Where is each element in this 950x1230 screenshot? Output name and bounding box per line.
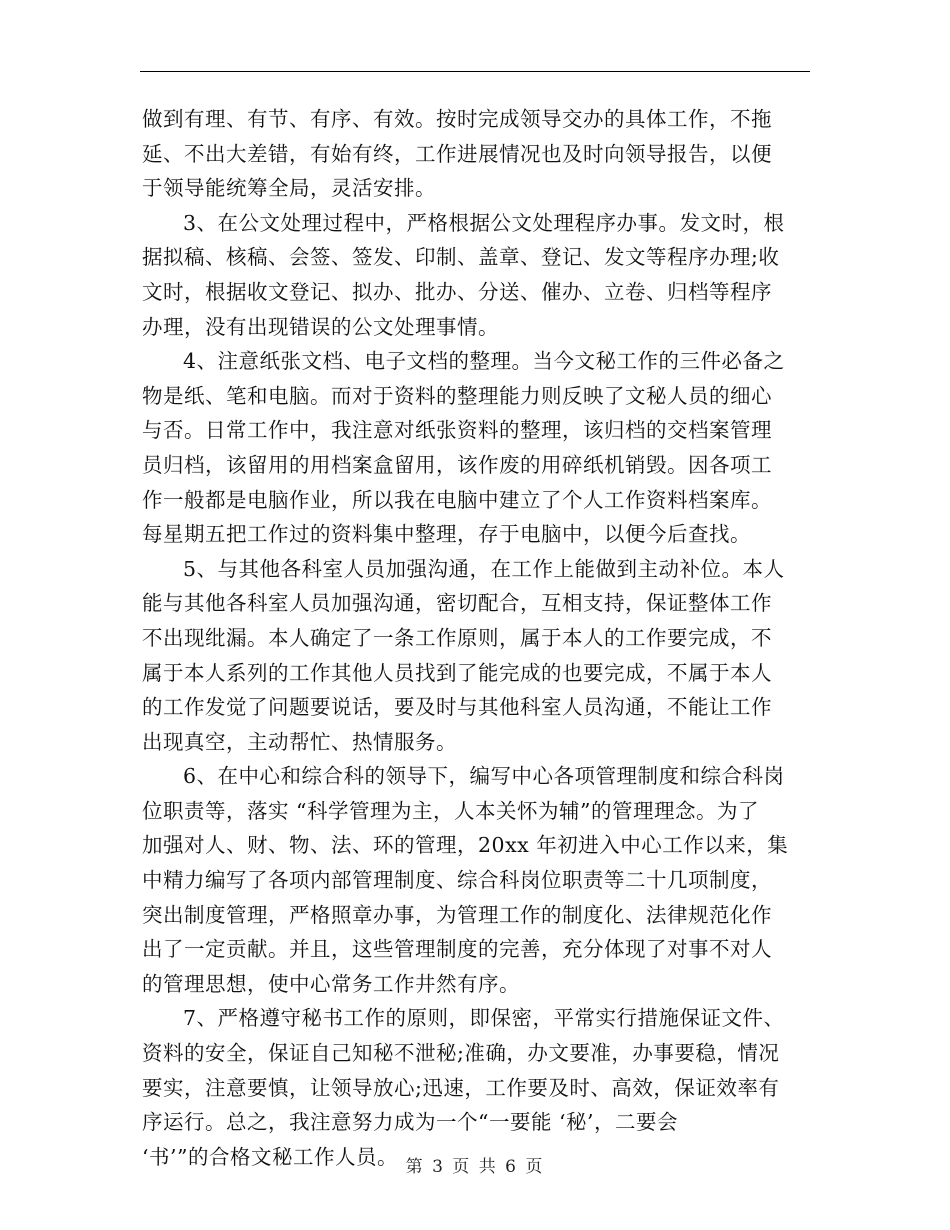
body-line: 中精力编写了各项内部管理制度、综合科岗位职责等二十几项制度， <box>142 868 772 893</box>
body-line: 作一般都是电脑作业，所以我在电脑中建立了个人工作资料档案库。 <box>142 487 772 512</box>
body-line: 要实，注意要慎，让领导放心;迅速，工作要及时、高效，保证效率有 <box>142 1075 780 1100</box>
body-line: ‘书’”的合格文秘工作人员。 <box>142 1144 399 1169</box>
body-line: 据拟稿、核稿、会签、签发、印制、盖章、登记、发文等程序办理;收 <box>142 245 780 270</box>
page-number-footer: 第 3 页 共 6 页 <box>405 1157 545 1177</box>
body-line: 6、在中心和综合科的领导下，编写中心各项管理制度和综合科岗 <box>183 764 785 789</box>
body-line: 出现真空，主动帮忙、热情服务。 <box>142 729 457 754</box>
body-line: 资料的安全，保证自己知秘不泄秘;准确，办文要准，办事要稳，情况 <box>142 1041 780 1066</box>
body-line: 出了一定贡献。并且，这些管理制度的完善，充分体现了对事不对人 <box>142 937 772 962</box>
body-line: 7、严格遵守秘书工作的原则，即保密，平常实行措施保证文件、 <box>183 1006 785 1031</box>
body-line: 办理，没有出现错误的公文处理事情。 <box>142 314 499 339</box>
body-line: 属于本人系列的工作其他人员找到了能完成的也要完成，不属于本人 <box>142 660 772 685</box>
body-line: 突出制度管理，严格照章办事，为管理工作的制度化、法律规范化作 <box>142 902 772 927</box>
body-line: 能与其他各科室人员加强沟通，密切配合，互相支持，保证整体工作 <box>142 591 772 616</box>
body-line: 每星期五把工作过的资料集中整理，存于电脑中，以便今后查找。 <box>142 522 751 547</box>
body-line: 的管理思想，使中心常务工作井然有序。 <box>142 971 520 996</box>
body-line: 的工作发觉了问题要说话，要及时与其他科室人员沟通，不能让工作 <box>142 695 772 720</box>
body-line: 员归档，该留用的用档案盒留用，该作废的用碎纸机销毁。因各项工 <box>142 452 772 477</box>
body-line: 与否。日常工作中，我注意对纸张资料的整理，该归档的交档案管理 <box>142 418 772 443</box>
body-line: 序运行。总之，我注意努力成为一个“一要能 ‘秘’，二要会 <box>142 1110 679 1135</box>
body-line: 文时，根据收文登记、拟办、批办、分送、催办、立卷、归档等程序 <box>142 279 772 304</box>
body-line: 位职责等，落实 “科学管理为主，人本关怀为辅”的管理理念。为了 <box>142 798 759 823</box>
body-line: 3、在公文处理过程中，严格根据公文处理程序办事。发文时，根 <box>183 210 785 235</box>
body-line: 做到有理、有节、有序、有效。按时完成领导交办的具体工作，不拖 <box>142 107 772 131</box>
body-line: 4、注意纸张文档、电子文档的整理。当今文秘工作的三件必备之 <box>183 349 785 374</box>
body-line: 于领导能统筹全局，灵活安排。 <box>142 176 436 201</box>
document-body <box>142 102 822 1174</box>
header-rule <box>140 71 810 72</box>
body-line: 物是纸、笔和电脑。而对于资料的整理能力则反映了文秘人员的细心 <box>142 383 772 408</box>
body-line: 不出现纰漏。本人确定了一条工作原则，属于本人的工作要完成，不 <box>142 625 772 650</box>
body-line: 加强对人、财、物、法、环的管理，20xx 年初进入中心工作以来，集 <box>142 833 789 858</box>
body-line: 延、不出大差错，有始有终，工作进展情况也及时向领导报告，以便 <box>142 141 772 166</box>
body-line: 5、与其他各科室人员加强沟通，在工作上能做到主动补位。本人 <box>183 556 785 581</box>
